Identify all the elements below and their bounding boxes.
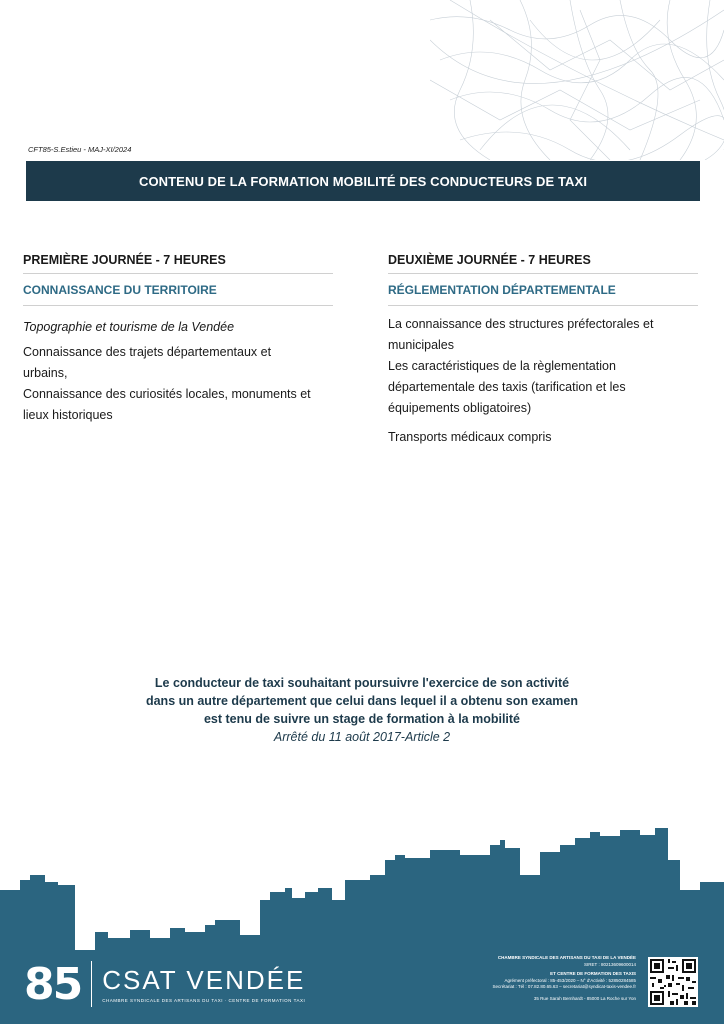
day-one-column [23,250,339,426]
day-two-line: La connaissance des structures préfectorales et [388,317,654,331]
document-reference: CFT85-S.Estieu - MAJ-XI/2024 [28,145,132,154]
day-two-line: Transports médicaux compris [388,430,552,444]
footer-org-name: CHAMBRE SYNDICALE DES ARTISANS DU TAXI DE LA VENDÉE [497,955,636,960]
day-two-line: Les caractéristiques de la règlementation [388,359,616,373]
footer-address: 35 Rue Sarah Bernhardt - 85000 La Roche sur Yon [533,995,636,1001]
day-two-heading: DEUXIÈME JOURNÉE - 7 HEURES [388,250,698,274]
day-two-line: municipales [388,338,455,352]
footer-agrement: Agrément préfectoral : 85-453/2020 – N° d'Activité : 52850284585 [504,977,636,983]
day-one-line: Connaissance des curiosités locales, monuments et [23,387,311,401]
csat-logo [24,957,305,1011]
conclusion-line: dans un autre département que celui dans lequel il a obtenu son examen [145,694,579,708]
conclusion-line: Le conducteur de taxi souhaitant poursuivre l'exercice de son activité [154,676,570,690]
day-one-line: urbains, [23,366,68,380]
footer-secretariat: Secrétariat : Tél : 07.82.80.65.63 – secretariat@syndicat-taxis-vendee.fr [492,984,636,989]
day-one-line: lieux historiques [23,408,113,422]
day-two-line: équipements obligatoires) [388,401,532,415]
footer-siret: SIRET : 80213609600014 [584,961,636,967]
footer-org-subname: ET CENTRE DE FORMATION DES TAXIS [550,971,636,976]
logo-number: 85 [24,958,82,1010]
conclusion-citation: Arrêté du 11 août 2017-Article 2 [273,730,451,744]
day-one-line: Connaissance des trajets départementaux et [23,345,272,359]
qr-code-icon[interactable] [648,957,698,1007]
map-network-decoration [430,0,724,160]
logo-name: CSAT VENDÉE [102,965,306,995]
legal-conclusion [0,674,724,746]
day-one-topic: Topographie et tourisme de la Vendée [23,320,235,334]
day-two-line: départementale des taxis (tarification et les [388,380,626,394]
logo-subtitle: CHAMBRE SYNDICALE DES ARTISANS DU TAXI · CENTRE DE FORMATION TAXI [102,998,306,1003]
day-two-section-title: RÉGLEMENTATION DÉPARTEMENTALE [388,274,698,306]
conclusion-line: est tenu de suivre un stage de formation à la mobilité [203,712,521,726]
day-one-section-title: CONNAISSANCE DU TERRITOIRE [23,274,333,306]
page-title: CONTENU DE LA FORMATION MOBILITÉ DES CONDUCTEURS DE TAXI [26,161,700,201]
logo-separator [91,961,92,1007]
day-two-column [388,250,704,448]
footer-contact-info [460,955,636,1002]
day-one-heading: PREMIÈRE JOURNÉE - 7 HEURES [23,250,333,274]
